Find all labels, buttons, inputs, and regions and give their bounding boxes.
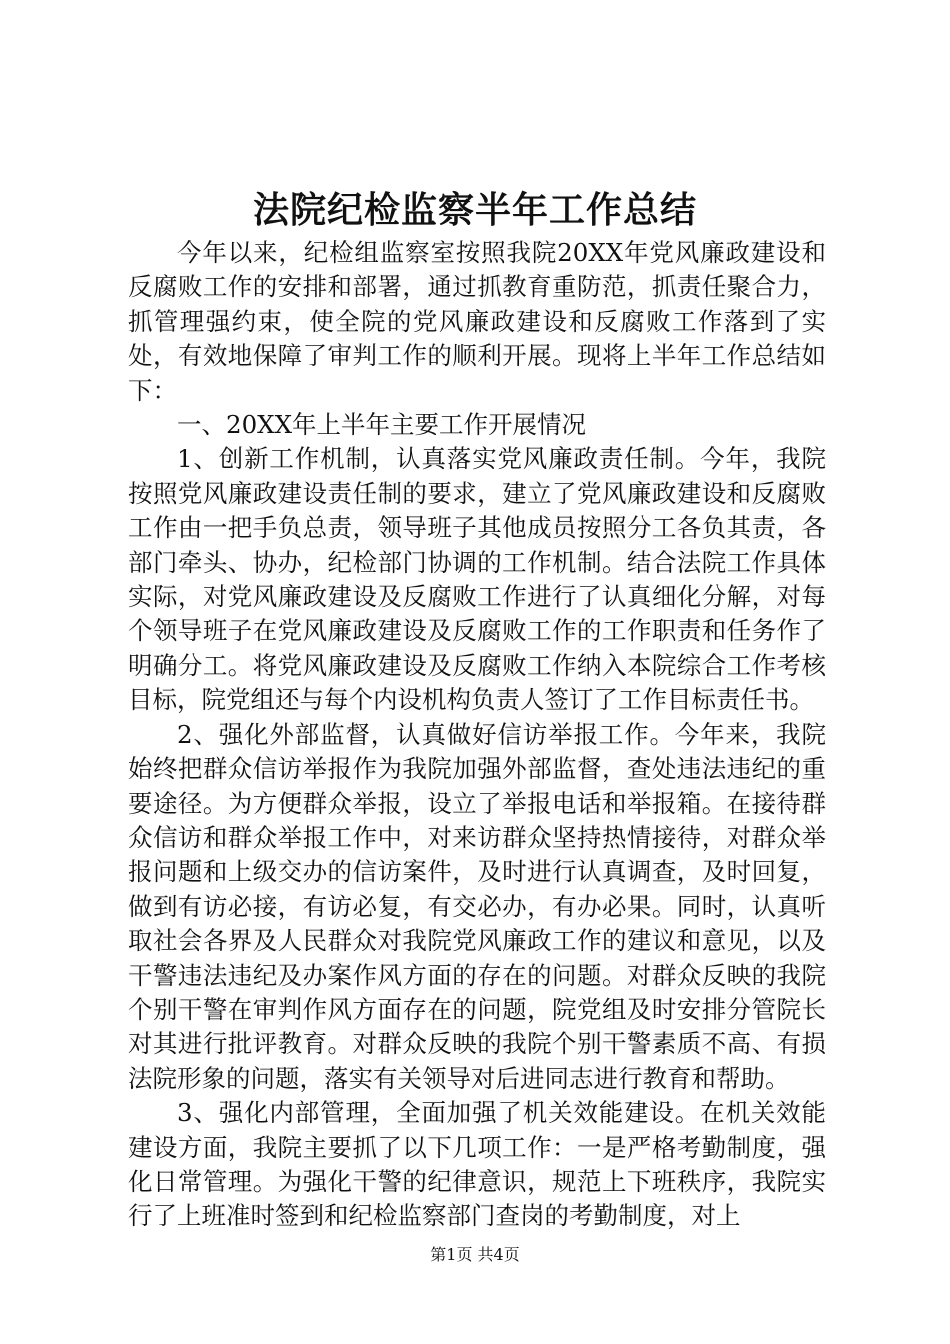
- intro-paragraph: 今年以来，纪检组监察室按照我院20XX年党风廉政建设和反腐败工作的安排和部署，通过抓教育重防范，抓责任聚合力，抓管理强约束，使全院的党风廉政建设和反腐败工作落到了实处，有效地保障了审判工作的顺利开展。现将上半年工作总结如下：: [128, 238, 826, 405]
- body-paragraph: 3、强化内部管理，全面加强了机关效能建设。在机关效能建设方面，我院主要抓了以下几项工作：一是严格考勤制度，强化日常管理。为强化干警的纪律意识，规范上下班秩序，我院实行了上班准时签到和纪检监察部门查岗的考勤制度，对上: [128, 1098, 826, 1231]
- page-number-footer: 第1页 共4页: [430, 1245, 520, 1264]
- section-heading: 一、20XX年上半年主要工作开展情况: [177, 410, 587, 440]
- body-paragraph: 2、强化外部监督，认真做好信访举报工作。今年来，我院始终把群众信访举报作为我院加强外部监督，查处违法违纪的重要途径。为方便群众举报，设立了举报电话和举报箱。在接待群众信访和群众举报工作中，对来访群众坚持热情接待，对群众举报问题和上级交办的信访案件，及时进行认真调查，及时回复，做到有访必接，有访必复，有交必办，有办必果。同时，认真听取社会各界及人民群众对我院党风廉政工作的建议和意见，以及干警违法违纪及办案作风方面的存在的问题。对群众反映的我院个别干警在审判作风方面存在的问题，院党组及时安排分管院长对其进行批评教育。对群众反映的我院个别干警素质不高、有损法院形象的问题，落实有关领导对后进同志进行教育和帮助。: [128, 719, 826, 1093]
- document-body: [128, 236, 826, 1234]
- document-title: 法院纪检监察半年工作总结: [252, 189, 697, 231]
- body-paragraph: 1、创新工作机制，认真落实党风廉政责任制。今年，我院按照党风廉政建设责任制的要求，建立了党风廉政建设和反腐败工作由一把手负总责，领导班子其他成员按照分工各负其责，各部门牵头、协办，纪检部门协调的工作机制。结合法院工作具体实际，对党风廉政建设及反腐败工作进行了认真细化分解，对每个领导班子在党风廉政建设及反腐败工作的工作职责和任务作了明确分工。将党风廉政建设及反腐败工作纳入本院综合工作考核目标，院党组还与每个内设机构负责人签订了工作目标责任书。: [128, 444, 826, 715]
